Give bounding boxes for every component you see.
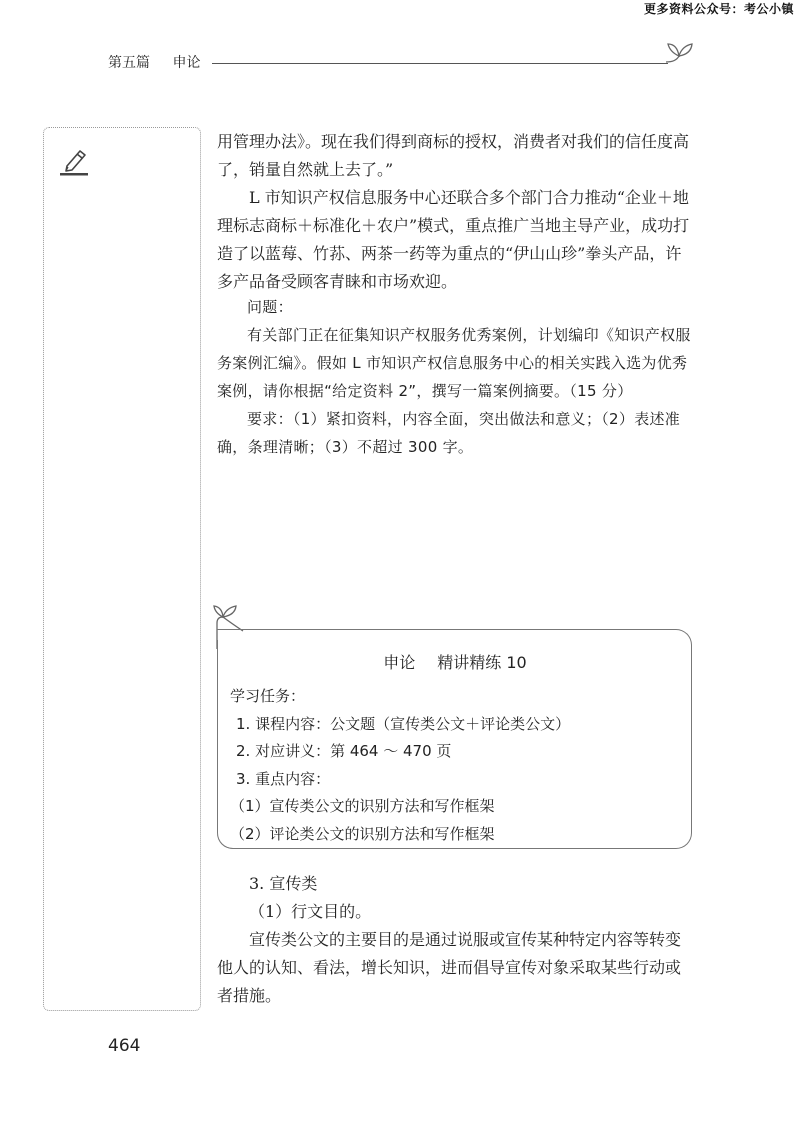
- notes-margin[interactable]: [43, 127, 201, 1011]
- section-label: 申论: [172, 55, 201, 71]
- task-line: 1. 课程内容：公文题（宣传类公文＋评论类公文）: [236, 714, 571, 733]
- body-text-bottom: [217, 870, 695, 1010]
- body-paragraph: 用管理办法》。现在我们得到商标的授权，消费者对我们的信任度高了，销量自然就上去了。”: [217, 132, 690, 179]
- running-header: [108, 52, 200, 72]
- body-paragraph: 宣传类公文的主要目的是通过说服或宣传某种特定内容等转变他人的认知、看法，增长知识，进而倡导宣传对象采取某些行动或者措施。: [217, 930, 682, 1005]
- section-subheading: （1）行文目的。: [249, 902, 372, 921]
- task-title-subject: 申论: [383, 653, 416, 672]
- task-sub-item: （1）宣传类公文的识别方法和写作框架: [230, 797, 495, 815]
- question-label: 问题：: [247, 298, 293, 316]
- task-title: [230, 650, 680, 673]
- task-title-lesson: 精讲精练 10: [437, 653, 527, 672]
- chapter-label: 第五篇: [108, 55, 150, 71]
- watermark: 更多资料公众号：考公小镇: [643, 2, 794, 16]
- study-task-content: [230, 650, 680, 848]
- body-text-top: [217, 128, 695, 296]
- page-number: 464: [108, 1036, 141, 1056]
- section-heading: 3. 宣传类: [249, 874, 318, 893]
- pencil-icon: [58, 146, 90, 176]
- body-paragraph: L 市知识产权信息服务中心还联合多个部门合力推动“企业＋地理标志商标＋标准化＋农户”模式，重点推广当地主导产业，成功打造了以蓝莓、竹荪、两茶一药等为重点的“伊山山珍”拳头产品，许多产品备受顾客青睐和市场欢迎。: [217, 188, 690, 291]
- sprout-icon: [662, 38, 696, 66]
- question-requirements: 要求：（1）紧扣资料，内容全面，突出做法和意义；（2）表述准确，条理清晰；（3）不超过 300 字。: [217, 410, 681, 456]
- question-prompt: 有关部门正在征集知识产权服务优秀案例，计划编印《知识产权服务案例汇编》。假如 L 市知识产权信息服务中心的相关实践入选为优秀案例，请你根据“给定资料 2”，撰写一篇案例摘要。（15 分）: [217, 326, 691, 400]
- task-heading: 学习任务：: [230, 687, 306, 705]
- task-line: 3. 重点内容：: [236, 769, 331, 788]
- task-sub-item: （2）评论类公文的识别方法和写作框架: [230, 824, 495, 843]
- task-line: 2. 对应讲义：第 464 ～ 470 页: [236, 742, 452, 760]
- header-rule: [212, 63, 668, 64]
- question-section: [217, 293, 695, 461]
